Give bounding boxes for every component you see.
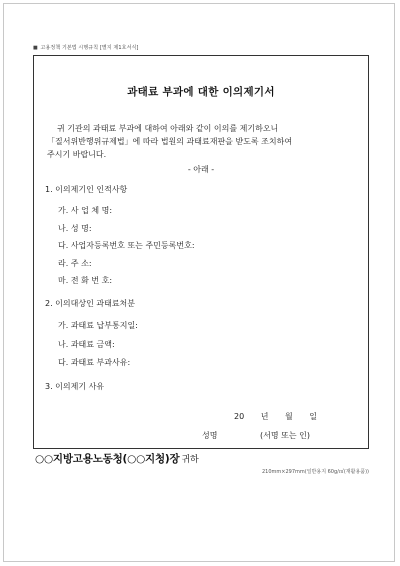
signature-line — [202, 430, 310, 441]
date-line — [234, 411, 317, 422]
form-title: 과태료 부과에 대한 이의제기서 — [127, 86, 275, 98]
below-marker: - 아래 - — [187, 165, 215, 174]
intro-line: 「질서위반행위규제법」에 따라 법원의 과태료재판을 받도록 조치하여 — [47, 137, 293, 146]
section-heading-reason: 3. 이의제기 사유 — [45, 382, 105, 391]
intro-paragraph — [47, 122, 357, 161]
intro-line: 주시기 바랍니다. — [47, 150, 107, 159]
law-reference-text: 고용정책 기본법 시행규칙 [별지 제1호서식] — [40, 45, 139, 51]
section-heading-disposition: 2. 이의대상인 과태료처분 — [45, 299, 135, 308]
law-reference-header — [33, 44, 138, 51]
field-fine-amount[interactable]: 나. 과태료 금액: — [58, 340, 115, 349]
date-year[interactable]: 20 — [234, 412, 245, 421]
date-day-unit: 일 — [309, 412, 318, 421]
intro-line: 귀 기관의 과태료 부과에 대하여 아래와 같이 이의를 제기하오니 — [57, 124, 279, 133]
date-year-unit: 년 — [260, 412, 269, 421]
section-heading-applicant: 1. 이의제기인 인적사항 — [45, 185, 128, 194]
addressee-name: ○○지방고용노동청(○○지청)장 — [35, 453, 180, 465]
square-bullet-icon: ■ — [33, 45, 38, 51]
paper-size-note: 210mm×297mm(일반용지 60g/㎡(재활용품)) — [262, 469, 370, 475]
addressee — [35, 451, 198, 466]
field-notice-date[interactable]: 가. 과태료 납부통지일: — [58, 321, 138, 330]
field-business-name[interactable]: 가. 사 업 체 명: — [58, 206, 113, 215]
field-registration-number[interactable]: 다. 사업자등록번호 또는 주민등록번호: — [58, 241, 195, 250]
field-name[interactable]: 나. 성 명: — [58, 224, 92, 233]
addressee-suffix: 귀하 — [181, 455, 199, 465]
date-month-unit: 월 — [285, 412, 293, 421]
signature-label: 성명 — [202, 431, 218, 440]
field-phone[interactable]: 마. 전 화 번 호: — [58, 276, 113, 285]
objection-form — [33, 55, 369, 449]
field-fine-reason[interactable]: 다. 과태료 부과사유: — [58, 358, 131, 367]
signature-note[interactable]: (서명 또는 인) — [260, 431, 310, 440]
field-address[interactable]: 라. 주 소: — [58, 259, 92, 268]
